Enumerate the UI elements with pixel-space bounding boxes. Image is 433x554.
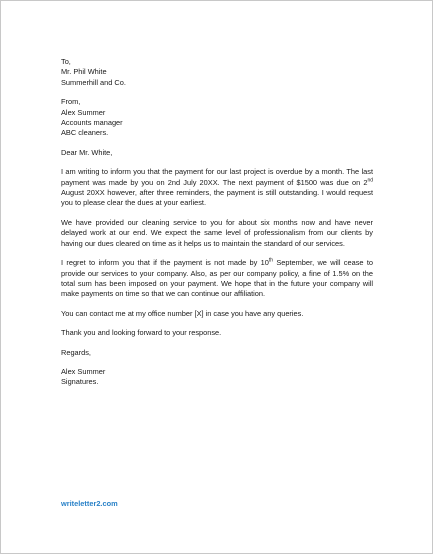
site-link[interactable]: writeletter2.com xyxy=(61,499,118,508)
paragraph-thanks: Thank you and looking forward to your response. xyxy=(61,328,222,338)
recipient-name: Mr. Phil White xyxy=(61,67,107,77)
sender-name: Alex Summer xyxy=(61,107,106,117)
paragraph-service-history: We have provided our cleaning service to you for about six months now and have never delayed work at our end. We expect the same level of professionalism from our clients by having our dues cleared on time as it helps us to maintain the standard of our services. xyxy=(61,217,373,248)
letter-body xyxy=(61,57,373,397)
closing-text: Regards, xyxy=(61,347,91,357)
p3-ordinal-suffix: th xyxy=(268,257,274,264)
paragraph-overdue-payment xyxy=(61,167,373,209)
closing-block xyxy=(61,348,373,358)
salutation xyxy=(61,148,373,158)
paragraph-contact: You can contact me at my office number [X] in case you have any queries. xyxy=(61,308,304,318)
recipient-block xyxy=(61,57,373,88)
paragraph-cease-service xyxy=(61,258,373,300)
sender-company: ABC cleaners. xyxy=(61,128,109,138)
signature-label: Signatures. xyxy=(61,377,99,387)
to-label: To, xyxy=(61,57,71,66)
p1-text-a: I am writing to inform you that the payment for our last project is overdue by a month. The last payment was made by you on 2nd July 20XX. The next payment of $1500 was due on 2 xyxy=(61,167,373,187)
signature-block xyxy=(61,367,373,388)
p1-ordinal-suffix: nd xyxy=(367,177,373,184)
recipient-company: Summerhill and Co. xyxy=(61,77,126,87)
p1-text-b: August 20XX however, after three reminders, the payment is still outstanding. I would request you to please clear the dues at your earliest. xyxy=(61,188,373,208)
signature-name: Alex Summer xyxy=(61,366,106,376)
p3-text-b: September, we will cease to provide our services to your company. Also, as per our company policy, a fine of 1.5% on the total sum has been imposed on your payment. We hope that in the future your company will make payments on time so that we can continue our affiliation. xyxy=(61,258,373,299)
footer xyxy=(61,499,118,508)
salutation-text: Dear Mr. White, xyxy=(61,147,113,157)
sender-title: Accounts manager xyxy=(61,118,123,128)
sender-block xyxy=(61,97,373,139)
p3-text-a: I regret to inform you that if the payment is not made by 10 xyxy=(61,258,269,268)
from-label: From, xyxy=(61,97,81,107)
